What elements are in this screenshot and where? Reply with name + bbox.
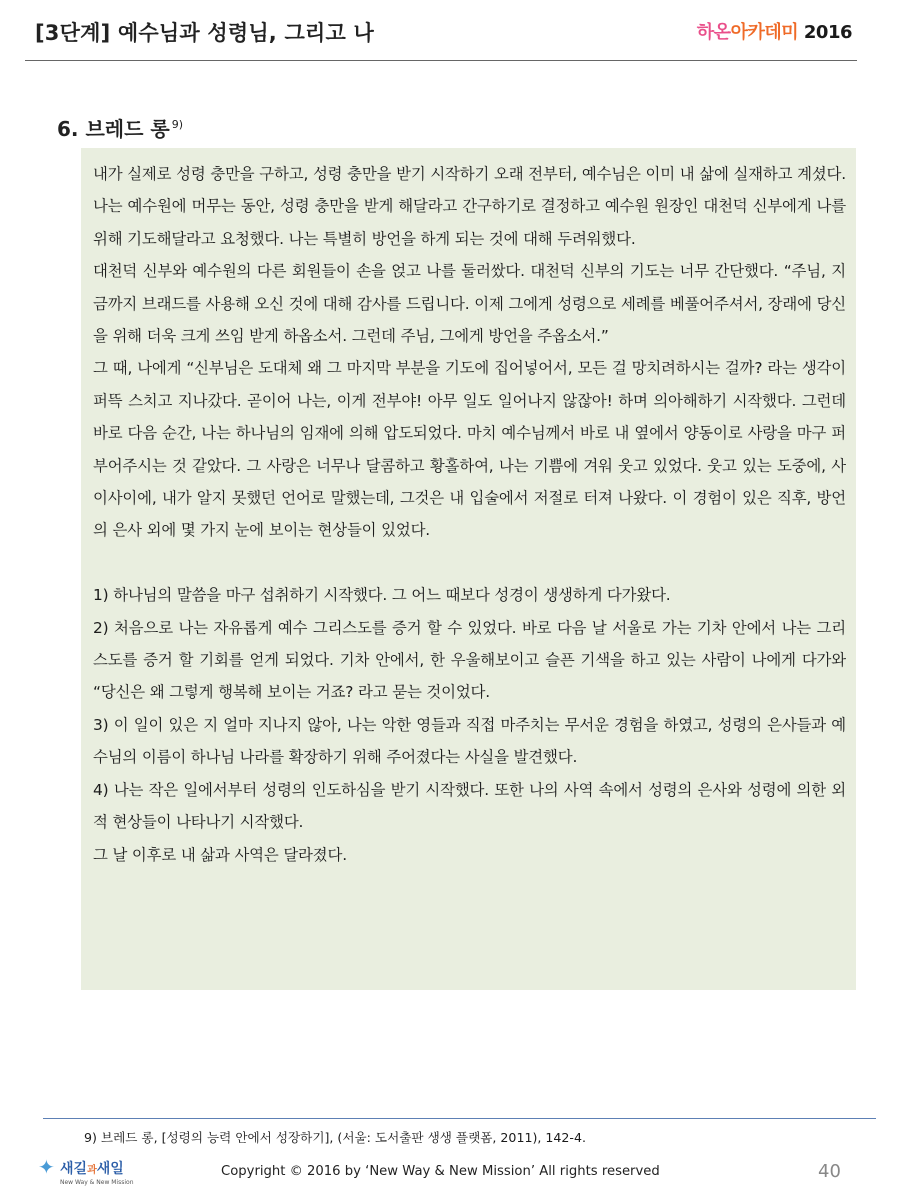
cross-icon: ✦ — [38, 1155, 55, 1179]
section-title — [57, 113, 183, 142]
header-title: [3단계] 예수님과 성령님, 그리고 나 — [35, 21, 374, 45]
logo-text-a: 새길 — [60, 1161, 88, 1177]
page-number: 40 — [818, 1161, 841, 1182]
logo-text-c: 새일 — [96, 1161, 124, 1177]
footnote-reference[interactable]: 9) — [171, 118, 184, 132]
copyright-notice: Copyright © 2016 by ‘New Way & New Mission’ All rights reserved — [221, 1164, 660, 1179]
paragraph-spacer — [93, 547, 846, 579]
brand-year: 2016 — [798, 22, 852, 43]
organization-logo — [33, 1155, 143, 1195]
paragraph: 그 때, 나에게 “신부님은 도대체 왜 그 마지막 부분을 기도에 집어넣어서, 모든 걸 망치려하시는 걸까? 라는 생각이 퍼뜩 스치고 지나갔다. 곧이어 나는, 이게 전부야! 아무 일도 일어나지 않잖아! 하며 의아해하기 시작했다. 그런데 바로 다음 순간, 나는 하나님의 임재에 의해 압도되었다. 마치 예수님께서 바로 내 옆에서 양동이로 사랑을 마구 퍼부어주시는 것 같았다. 그 사랑은 너무나 달콤하고 황홀하여, 나는 기쁨에 겨워 웃고 있었다. 웃고 있는 도중에, 사이사이에, 내가 알지 못했던 언어로 말했는데, 그것은 내 입술에서 저절로 터져 나왔다. 이 경험이 있은 직후, 방언의 은사 외에 몇 가지 눈에 보이는 현상들이 있었다. — [93, 359, 846, 540]
footnote-text: 9) 브레드 롱, [성령의 능력 안에서 성장하기], (서울: 도서출판 생생 플랫폼, 2011), 142-4. — [84, 1130, 586, 1145]
list-item: 1) 하나님의 말씀을 마구 섭취하기 시작했다. 그 어느 때보다 성경이 생생하게 다가왔다. — [93, 586, 671, 605]
header-divider — [25, 60, 857, 61]
logo-wordmark — [60, 1158, 124, 1178]
logo-text-b: 과 — [87, 1165, 97, 1176]
list-item: 4) 나는 작은 일에서부터 성령의 인도하심을 받기 시작했다. 또한 나의 사역 속에서 성령의 은사와 성령에 의한 외적 현상들이 나타나기 시작했다. — [93, 780, 846, 832]
logo-subtitle: New Way & New Mission — [60, 1179, 134, 1186]
list-item: 2) 처음으로 나는 자유롭게 예수 그리스도를 증거 할 수 있었다. 바로 다음 날 서울로 가는 기차 안에서 나는 그리스도를 증거 할 기회를 얻게 되었다. 기차 안에서, 한 우울해보이고 슬픈 기색을 하고 있는 사람이 나에게 다가와 “당신은 왜 그렇게 행복해 보이는 거죠? 라고 묻는 것이었다. — [93, 618, 846, 702]
brand-logo — [697, 18, 852, 44]
testimony-box — [81, 148, 856, 990]
footnote-divider — [43, 1118, 876, 1119]
paragraph: 내가 실제로 성령 충만을 구하고, 성령 충만을 받기 시작하기 오래 전부터, 예수님은 이미 내 삶에 실재하고 계셨다. 나는 예수원에 머무는 동안, 성령 충만을 받게 해달라고 간구하기로 결정하고 예수원 원장인 대천덕 신부에게 나를 위해 기도해달라고 요청했다. 나는 특별히 방언을 하게 되는 것에 대해 두려워했다. — [93, 165, 846, 248]
list-item: 3) 이 일이 있은 지 얼마 지나지 않아, 나는 악한 영들과 직접 마주치는 무서운 경험을 하였고, 성령의 은사들과 예수님의 이름이 하나님 나라를 확장하기 위해 주어졌다는 사실을 발견했다. — [93, 715, 846, 767]
brand-part1: 하온 — [696, 22, 731, 43]
brand-part2: 아카데미 — [730, 22, 799, 43]
section-title-text: 6. 브레드 롱 — [57, 117, 170, 141]
paragraph: 대천덕 신부와 예수원의 다른 회원들이 손을 얹고 나를 둘러쌌다. 대천덕 신부의 기도는 너무 간단했다. “주님, 지금까지 브래드를 사용해 오신 것에 대해 감사를 드립니다. 이제 그에게 성령으로 세례를 베풀어주셔서, 장래에 당신을 위해 더욱 크게 쓰임 받게 하옵소서. 그런데 주님, 그에게 방언을 주옵소서.” — [93, 262, 846, 346]
closing-line: 그 날 이후로 내 삶과 사역은 달라졌다. — [93, 845, 347, 864]
